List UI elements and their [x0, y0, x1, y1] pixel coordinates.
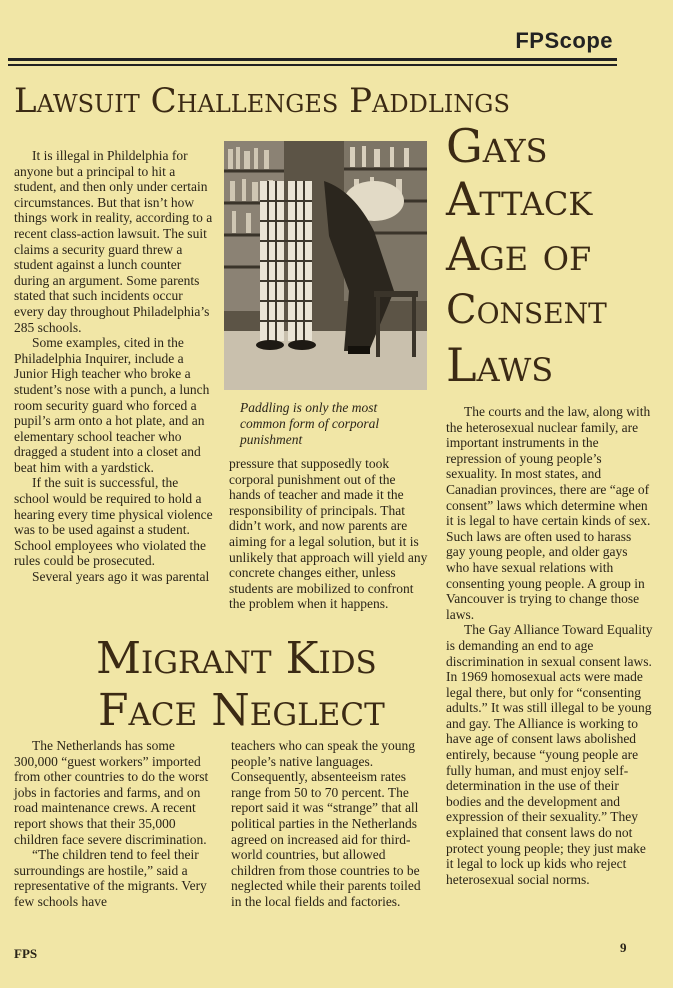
lawsuit-paragraph: Some examples, cited in the Philadelphia Inquirer, include a Junior High teacher who broke a student’s nose with a punch, a lunch room security guard who forced a pupil’s arm onto a hot plate, and an elementary school teacher who dragged a student into a closet and beat him with a yardstick.: [14, 335, 210, 475]
gays-headline-line: Attack: [446, 172, 593, 226]
lawsuit-column-1: [14, 148, 214, 585]
footer-label: FPS: [14, 946, 38, 961]
gays-headline-line: Consent: [446, 287, 607, 333]
migrant-headline-line: Migrant Kids: [96, 633, 377, 684]
page-number: 9: [620, 940, 627, 955]
paddling-photo: [224, 141, 427, 390]
photo-caption: Paddling is only the most common form of corporal punishment: [240, 400, 380, 447]
migrant-headline-line: Face Neglect: [98, 685, 385, 736]
migrant-continuation: teachers who can speak the young people’s native languages. Consequently, absenteeism rates range from 50 to 70 percent. The report said it was “strange” that all political parties in the Netherlands agreed on increased aid for third-world countries, but allowed children from those countries to be neglected while their parents toiled in the local fields and factories.: [231, 738, 421, 909]
migrant-column-1: [14, 738, 216, 910]
gays-paragraph: The Gay Alliance Toward Equality is demanding an end to age discrimination in sexual consent laws. In 1969 homosexual acts were made legal there, but only for “consenting adults.” It was still illegal to be young and gay. The Alliance is working to have age of consent laws abolished entirely, because “young people are fully human, and must enjoy self-determination in the use of their bodies and the development and expression of their sexuality.” They explained that consent laws do not protect young people; they just make it legal to lock up kids who reject heterosexual social norms.: [446, 622, 653, 887]
gays-headline-line: Gays: [446, 119, 548, 173]
masthead: FPScope: [515, 28, 613, 53]
migrant-headline: [96, 634, 385, 738]
lawsuit-paragraph: Several years ago it was parental: [32, 569, 210, 585]
lawsuit-paragraph: If the suit is successful, the school would be required to hold a hearing every time physical violence was to be used against a student. School employees who violated the rules could be prosecuted.: [14, 475, 213, 569]
masthead-rule-bottom: [8, 64, 617, 66]
lawsuit-headline: Lawsuit Challenges Paddlings: [14, 81, 510, 121]
gays-paragraph: The courts and the law, along with the heterosexual nuclear family, are important instruments in the repression of young people’s sexuality. In most states, and Canadian provinces, there are “age of consent” laws which determine when it is legal to have certain kinds of sex. Such laws are often used to harass gay young people, and older gays who have sexual relations with consenting young people. A group in Vancouver is trying to change those laws.: [446, 404, 651, 622]
gays-body: [446, 404, 654, 887]
gays-headline: [446, 120, 607, 392]
migrant-paragraph: “The children tend to feel their surroundings are hostile,” said a representative of the migrants. Very few schools have: [14, 847, 207, 909]
lawsuit-continuation: pressure that supposedly took corporal punishment out of the hands of teacher and made it the responsibility of principals. That didn’t work, and now parents are aiming for a legal solution, but it is unlikely that approach will yield any concrete changes either, unless students are mobilized to confront the problem when it happens.: [229, 456, 428, 612]
lawsuit-paragraph: It is illegal in Phildelphia for anyone but a principal to hit a student, and then only under certain circumstances. But that isn’t how things work in reality, according to a recent class-action lawsuit. The suit claims a security guard threw a student against a lunch counter during an argument. Some parents stated that such incidents occur every day throughout Philadelphia’s 285 schools.: [14, 148, 213, 335]
paddling-photo-image: [224, 141, 427, 390]
masthead-rule-top: [8, 58, 617, 61]
lawsuit-column-2: [229, 456, 429, 612]
migrant-column-2: [231, 738, 429, 910]
gays-headline-line: Laws: [446, 338, 554, 392]
migrant-paragraph: The Netherlands has some 300,000 “guest workers” imported from other countries to do the worst jobs in factories and farms, and on road maintenance crews. A recent report shows that their 35,000 children face severe discrimination.: [14, 738, 209, 847]
gays-headline-line: Age of: [446, 227, 592, 281]
